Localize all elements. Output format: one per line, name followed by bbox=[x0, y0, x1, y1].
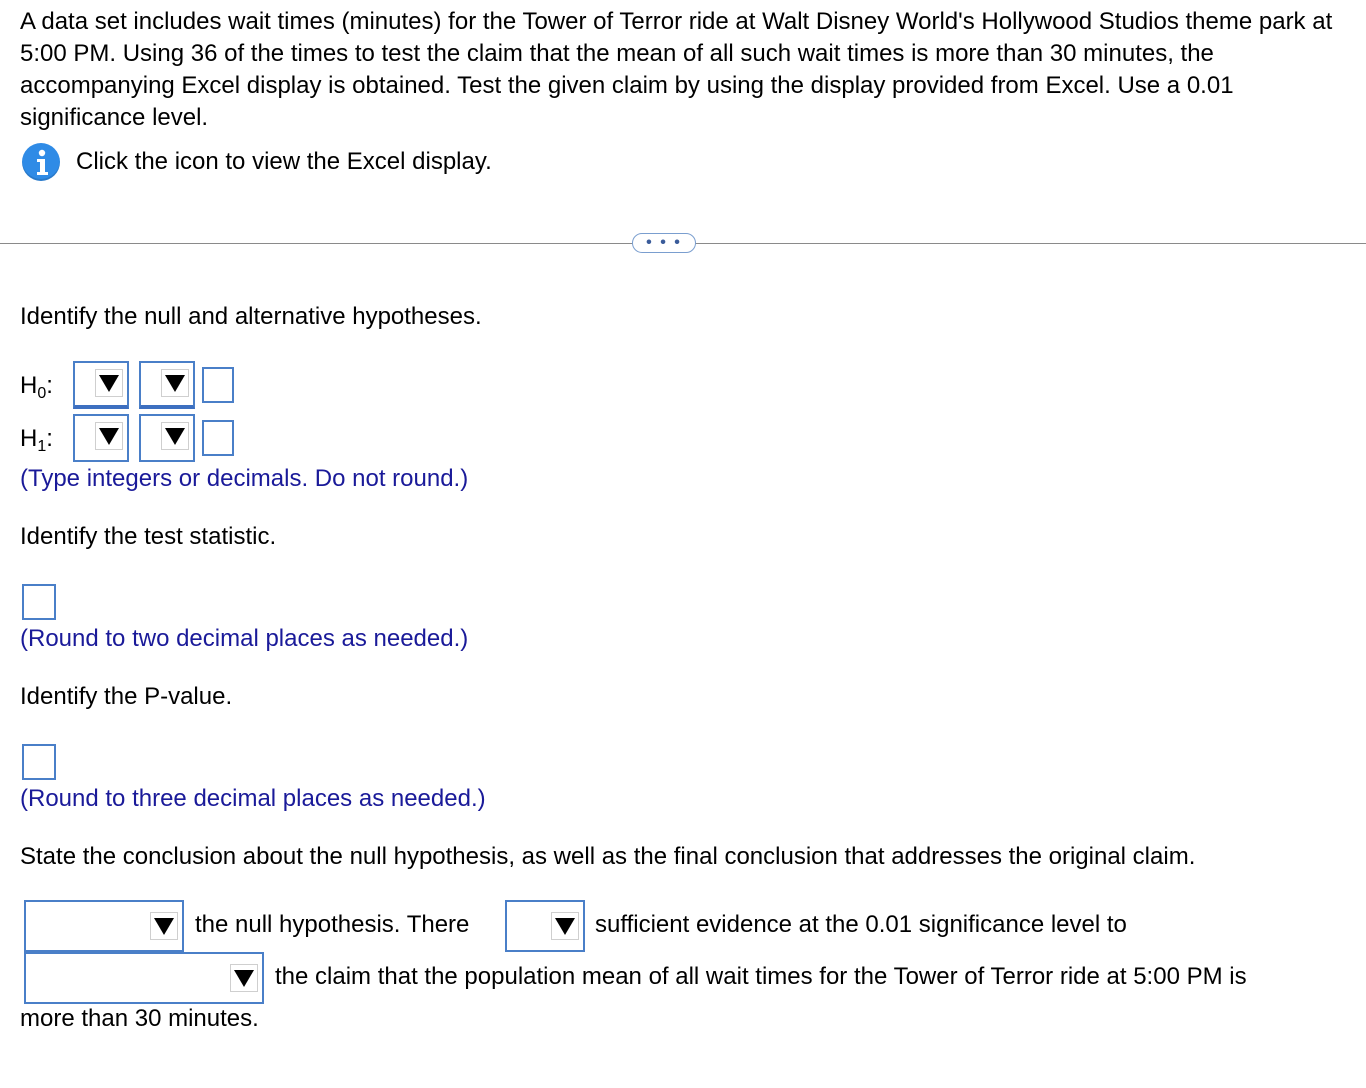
chevron-down-icon bbox=[230, 964, 258, 992]
h1-value-input[interactable] bbox=[202, 420, 234, 456]
chevron-down-icon bbox=[551, 912, 579, 940]
h0-letter: H bbox=[20, 372, 38, 399]
chevron-down-icon bbox=[161, 422, 189, 450]
test-statistic-hint: (Round to two decimal places as needed.) bbox=[20, 625, 469, 652]
h1-operator-dropdown[interactable] bbox=[139, 414, 195, 462]
conclusion-text-1: the null hypothesis. There bbox=[195, 911, 470, 938]
p-value-input[interactable] bbox=[22, 744, 56, 780]
conclusion-text-3: the claim that the population mean of all wait times for the Tower of Terror ride at 5:00 PM is bbox=[275, 963, 1247, 990]
excel-display-link[interactable] bbox=[22, 143, 492, 181]
info-link-text[interactable]: Click the icon to view the Excel display. bbox=[76, 148, 492, 175]
h1-letter: H bbox=[20, 425, 38, 452]
chevron-down-icon bbox=[150, 912, 178, 940]
expand-ellipsis-button[interactable]: • • • bbox=[632, 233, 696, 253]
h1-parameter-dropdown[interactable] bbox=[73, 414, 129, 462]
chevron-down-icon bbox=[95, 422, 123, 450]
hypotheses-prompt: Identify the null and alternative hypotheses. bbox=[20, 303, 482, 330]
conclusion-text-4: more than 30 minutes. bbox=[20, 1005, 259, 1032]
claim-action-dropdown[interactable] bbox=[24, 952, 264, 1004]
chevron-down-icon bbox=[161, 369, 189, 397]
hypotheses-hint: (Type integers or decimals. Do not round.) bbox=[20, 465, 469, 492]
conclusion-prompt: State the conclusion about the null hypothesis, as well as the final conclusion that addresses the original claim. bbox=[20, 843, 1196, 870]
null-decision-dropdown[interactable] bbox=[24, 900, 184, 952]
problem-statement: A data set includes wait times (minutes) for the Tower of Terror ride at Walt Disney World's Hollywood Studios theme park at 5:00 PM. Using 36 of the times to test the claim that the mean of all such wait times is more than 30 minutes, the accompanying Excel display is obtained. Test the given claim by using the display provided from Excel. Use a 0.01 significance level. bbox=[20, 8, 1333, 131]
h0-label: $H_0$: bbox=[20, 372, 53, 402]
test-statistic-input[interactable] bbox=[22, 584, 56, 620]
info-icon[interactable] bbox=[22, 143, 60, 181]
h1-label: $H_1$: bbox=[20, 425, 53, 455]
chevron-down-icon bbox=[95, 369, 123, 397]
h0-parameter-dropdown[interactable] bbox=[73, 361, 129, 409]
h0-subscript: 0 bbox=[37, 385, 47, 402]
p-value-hint: (Round to three decimal places as needed.) bbox=[20, 785, 486, 812]
h0-operator-dropdown[interactable] bbox=[139, 361, 195, 409]
conclusion-text-2: sufficient evidence at the 0.01 significance level to bbox=[595, 911, 1127, 938]
evidence-dropdown[interactable] bbox=[505, 900, 585, 952]
p-value-prompt: Identify the P-value. bbox=[20, 683, 233, 710]
h0-value-input[interactable] bbox=[202, 367, 234, 403]
h1-subscript: 1 bbox=[37, 438, 47, 455]
test-statistic-prompt: Identify the test statistic. bbox=[20, 523, 277, 550]
